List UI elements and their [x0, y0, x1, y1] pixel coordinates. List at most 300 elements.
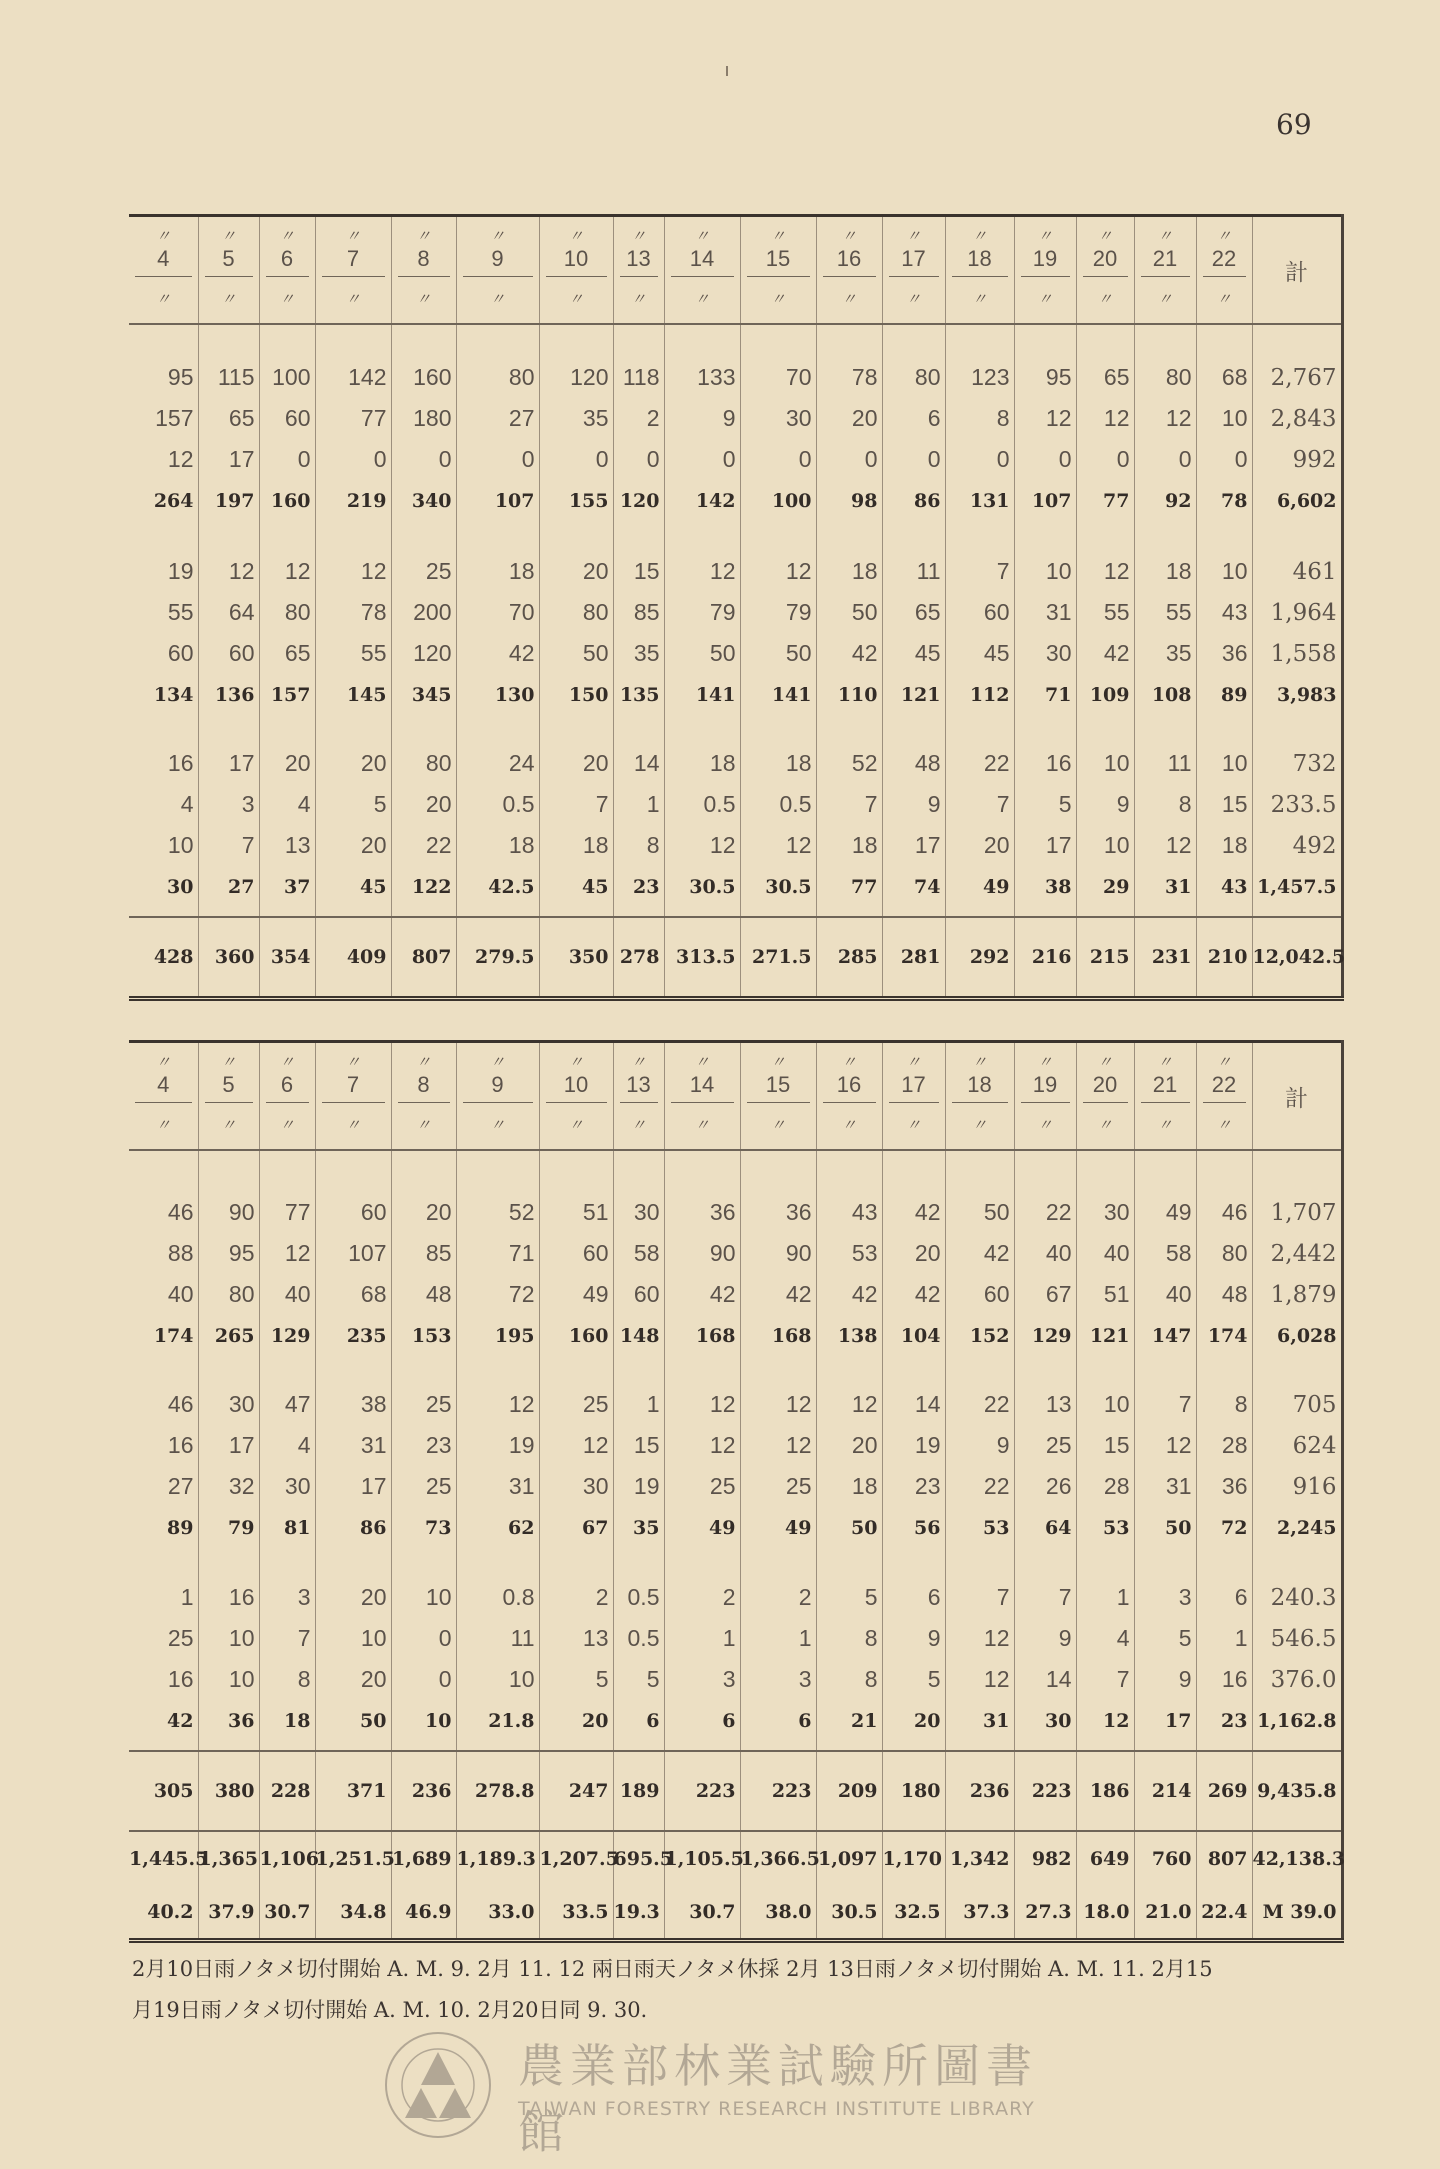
- data-cell: 247: [539, 1751, 613, 1831]
- data-cell: 32: [198, 1466, 259, 1507]
- data-cell: 236: [945, 1751, 1014, 1831]
- data-cell: 18: [456, 551, 539, 592]
- ditto-mark: 〃: [971, 228, 987, 245]
- column-header-ditto: [1014, 277, 1076, 324]
- data-cell: 133: [664, 357, 740, 398]
- data-cell: 7: [539, 784, 613, 825]
- row-total-cell: 732: [1252, 743, 1342, 784]
- row-total-cell: 546.5: [1252, 1618, 1342, 1659]
- day-number: 22: [1203, 1070, 1246, 1103]
- data-cell: 292: [945, 917, 1014, 999]
- data-cell: 12: [167, 446, 194, 472]
- column-header-ditto: [945, 1103, 1014, 1150]
- data-cell: 46: [167, 1391, 194, 1417]
- average-row: [129, 1885, 1342, 1941]
- data-cell: 1: [1076, 1577, 1134, 1618]
- library-watermark: [373, 2030, 1073, 2159]
- data-cell: 12: [740, 825, 816, 866]
- data-cell: 145: [315, 674, 391, 715]
- data-cell: 360: [198, 917, 259, 999]
- data-cell: 20: [315, 1577, 391, 1618]
- data-cell: 228: [259, 1751, 315, 1831]
- column-header-ditto: [391, 277, 456, 324]
- data-cell: 0: [539, 439, 613, 480]
- data-cell: 36: [1196, 1466, 1252, 1507]
- data-cell: 264: [153, 489, 194, 512]
- column-header-day: [1134, 1042, 1196, 1104]
- data-cell: 37: [259, 866, 315, 907]
- column-header-ditto: [539, 1103, 613, 1150]
- column-header-day: [1076, 1042, 1134, 1104]
- day-number: 17: [889, 1070, 939, 1103]
- data-cell: 180: [882, 1751, 945, 1831]
- ditto-mark: 〃: [1216, 228, 1232, 245]
- ditto-mark: 〃: [568, 228, 584, 245]
- data-cell: 60: [315, 1192, 391, 1233]
- day-number: 5: [205, 244, 253, 277]
- row-total-cell: 624: [1252, 1425, 1342, 1466]
- data-cell: 195: [456, 1315, 539, 1356]
- day-number: 16: [823, 1070, 876, 1103]
- data-cell: 16: [1196, 1659, 1252, 1700]
- subtotal-row: [129, 1700, 1342, 1741]
- data-cell: 58: [1134, 1233, 1196, 1274]
- day-number: 15: [747, 244, 810, 277]
- data-cell: 0: [1014, 439, 1076, 480]
- data-cell: 25: [391, 551, 456, 592]
- data-cell: 89: [1196, 674, 1252, 715]
- data-cell: 15: [613, 551, 664, 592]
- data-row: [129, 1233, 1342, 1274]
- data-cell: 60: [945, 592, 1014, 633]
- column-header-ditto: [198, 277, 259, 324]
- column-header-ditto: [882, 277, 945, 324]
- data-cell: 10: [456, 1659, 539, 1700]
- data-cell: 10: [1076, 1384, 1134, 1425]
- data-cell: 45: [539, 866, 613, 907]
- data-cell: 13: [539, 1618, 613, 1659]
- ditto-mark: 〃: [279, 291, 295, 308]
- data-cell: 22: [945, 1384, 1014, 1425]
- data-cell: 695.5: [613, 1831, 664, 1885]
- day-number: 22: [1203, 244, 1246, 277]
- data-cell: 305: [129, 1751, 198, 1831]
- ditto-mark: 〃: [1216, 291, 1232, 308]
- data-cell: 10: [1196, 551, 1252, 592]
- data-cell: 48: [391, 1274, 456, 1315]
- day-number: 6: [266, 244, 309, 277]
- data-cell: 7: [1014, 1577, 1076, 1618]
- data-cell: 160: [259, 480, 315, 521]
- ditto-mark: 〃: [905, 228, 921, 245]
- data-cell: 7: [1076, 1659, 1134, 1700]
- data-cell: 120: [539, 357, 613, 398]
- data-cell: 12: [539, 1425, 613, 1466]
- data-cell: 27: [456, 398, 539, 439]
- data-cell: 130: [456, 674, 539, 715]
- data-cell: 131: [945, 480, 1014, 521]
- day-number: 14: [671, 244, 734, 277]
- data-cell: 80: [539, 592, 613, 633]
- row-total-cell: 1,964: [1252, 592, 1342, 633]
- ditto-mark: 〃: [770, 228, 786, 245]
- data-cell: 1,342: [945, 1831, 1014, 1885]
- data-cell: 18: [816, 1466, 882, 1507]
- data-cell: 40: [259, 1274, 315, 1315]
- tapping-yield-table-upper: [129, 214, 1344, 1001]
- ditto-mark: 〃: [1157, 1117, 1173, 1134]
- data-cell: 11: [456, 1618, 539, 1659]
- data-cell: 40.2: [129, 1885, 198, 1941]
- data-cell: 7: [259, 1618, 315, 1659]
- data-cell: 30: [539, 1466, 613, 1507]
- column-header-day: [198, 1042, 259, 1104]
- data-cell: 49: [664, 1507, 740, 1548]
- data-cell: 123: [945, 357, 1014, 398]
- data-cell: 21.0: [1134, 1885, 1196, 1941]
- data-cell: 17: [198, 743, 259, 784]
- data-cell: 49: [740, 1507, 816, 1548]
- data-cell: 35: [1134, 633, 1196, 674]
- ditto-mark: 〃: [694, 291, 710, 308]
- subtotal-row: [129, 674, 1342, 715]
- library-name-chinese: 農業部林業試驗所圖書館: [518, 2039, 1038, 2159]
- data-cell: 50: [740, 633, 816, 674]
- data-cell: 1: [180, 1584, 194, 1610]
- data-cell: 51: [1076, 1274, 1134, 1315]
- data-cell: 152: [945, 1315, 1014, 1356]
- ditto-mark: 〃: [1037, 1117, 1053, 1134]
- data-cell: 46: [167, 1199, 194, 1225]
- data-row: [129, 1659, 1342, 1700]
- ditto-mark: 〃: [220, 291, 236, 308]
- data-cell: 70: [456, 592, 539, 633]
- data-cell: 10: [167, 832, 194, 858]
- data-cell: 21: [816, 1700, 882, 1741]
- data-cell: 17: [315, 1466, 391, 1507]
- data-cell: 118: [613, 357, 664, 398]
- data-cell: 19: [167, 558, 194, 584]
- data-cell: 12: [664, 551, 740, 592]
- column-header-ditto: [259, 277, 315, 324]
- data-cell: 31: [1134, 866, 1196, 907]
- data-cell: 77: [816, 866, 882, 907]
- data-cell: 265: [198, 1315, 259, 1356]
- data-cell: 38: [315, 1384, 391, 1425]
- header-row-days: [129, 216, 1342, 278]
- data-cell: 197: [198, 480, 259, 521]
- data-cell: 8: [945, 398, 1014, 439]
- data-cell: 10: [1076, 825, 1134, 866]
- day-number: 20: [1083, 1070, 1128, 1103]
- data-cell: 71: [456, 1233, 539, 1274]
- data-cell: 45: [315, 866, 391, 907]
- data-row: [129, 825, 1342, 866]
- data-cell: 46.9: [391, 1885, 456, 1941]
- data-cell: 8: [259, 1659, 315, 1700]
- data-cell: 1: [613, 1384, 664, 1425]
- data-cell: 155: [539, 480, 613, 521]
- data-cell: 153: [391, 1315, 456, 1356]
- row-total-cell: M 39.0: [1252, 1885, 1342, 1941]
- data-cell: 1,106: [259, 1831, 315, 1885]
- data-cell: 18: [1196, 825, 1252, 866]
- column-header-day: [129, 1042, 198, 1104]
- library-name-english: TAIWAN FORESTRY RESEARCH INSTITUTE LIBRARY: [518, 2098, 1035, 2120]
- data-cell: 9: [882, 784, 945, 825]
- data-cell: 2: [664, 1577, 740, 1618]
- ditto-mark: 〃: [1097, 1054, 1113, 1071]
- data-cell: 200: [391, 592, 456, 633]
- data-cell: 12: [664, 825, 740, 866]
- row-total-cell: 1,707: [1252, 1192, 1342, 1233]
- data-cell: 115: [198, 357, 259, 398]
- data-cell: 30: [1076, 1192, 1134, 1233]
- data-cell: 46: [1196, 1192, 1252, 1233]
- data-cell: 340: [391, 480, 456, 521]
- spacer-row: [129, 1741, 1342, 1751]
- data-cell: 23: [882, 1466, 945, 1507]
- day-number: 8: [398, 244, 450, 277]
- day-number: 19: [1021, 244, 1070, 277]
- data-cell: 40: [167, 1281, 194, 1307]
- data-cell: 223: [664, 1751, 740, 1831]
- data-cell: 27.3: [1014, 1885, 1076, 1941]
- column-header-day: [740, 1042, 816, 1104]
- data-cell: 16: [167, 1432, 194, 1458]
- data-cell: 48: [882, 743, 945, 784]
- data-row: [129, 1466, 1342, 1507]
- data-cell: 37.3: [945, 1885, 1014, 1941]
- data-cell: 12: [1134, 825, 1196, 866]
- data-cell: 35: [613, 633, 664, 674]
- data-cell: 42: [816, 633, 882, 674]
- data-cell: 0: [945, 439, 1014, 480]
- ditto-mark: 〃: [971, 291, 987, 308]
- data-cell: 23: [1196, 1700, 1252, 1741]
- data-cell: 14: [613, 743, 664, 784]
- row-total-cell: 2,245: [1252, 1507, 1342, 1548]
- day-number: 21: [1141, 244, 1190, 277]
- data-cell: 1,365: [198, 1831, 259, 1885]
- column-header-day: [456, 1042, 539, 1104]
- data-cell: 55: [1076, 592, 1134, 633]
- row-total-cell: 1,162.8: [1252, 1700, 1342, 1741]
- data-cell: 60: [259, 398, 315, 439]
- data-cell: 122: [391, 866, 456, 907]
- row-total-cell: 1,558: [1252, 633, 1342, 674]
- data-cell: 22: [1014, 1192, 1076, 1233]
- day-number: 17: [889, 244, 939, 277]
- data-cell: 12: [945, 1618, 1014, 1659]
- data-cell: 49: [539, 1274, 613, 1315]
- data-cell: 52: [816, 743, 882, 784]
- subtotal-row: [129, 1315, 1342, 1356]
- data-cell: 107: [456, 480, 539, 521]
- data-cell: 20: [391, 1192, 456, 1233]
- data-cell: 30.5: [816, 1885, 882, 1941]
- data-cell: 9: [1134, 1659, 1196, 1700]
- data-cell: 5: [882, 1659, 945, 1700]
- data-cell: 271.5: [740, 917, 816, 999]
- data-cell: 278.8: [456, 1751, 539, 1831]
- day-number: 4: [135, 1070, 192, 1103]
- data-cell: 79: [664, 592, 740, 633]
- data-cell: 210: [1196, 917, 1252, 999]
- data-cell: 73: [391, 1507, 456, 1548]
- data-cell: 53: [816, 1233, 882, 1274]
- data-cell: 25: [391, 1384, 456, 1425]
- ditto-mark: 〃: [841, 1054, 857, 1071]
- ditto-mark: 〃: [345, 291, 361, 308]
- data-cell: 428: [129, 917, 198, 999]
- data-cell: 42: [945, 1233, 1014, 1274]
- day-number: 6: [266, 1070, 309, 1103]
- column-header-day: [539, 216, 613, 278]
- data-cell: 209: [816, 1751, 882, 1831]
- column-header-day: [945, 1042, 1014, 1104]
- data-cell: 216: [1014, 917, 1076, 999]
- data-cell: 14: [882, 1384, 945, 1425]
- data-cell: 42: [882, 1274, 945, 1315]
- data-cell: 80: [198, 1274, 259, 1315]
- data-cell: 19: [456, 1425, 539, 1466]
- data-cell: 42: [882, 1192, 945, 1233]
- data-cell: 50: [664, 633, 740, 674]
- ditto-mark: 〃: [841, 291, 857, 308]
- data-cell: 120: [613, 480, 664, 521]
- data-cell: 1,207.5: [539, 1831, 613, 1885]
- data-cell: 25: [539, 1384, 613, 1425]
- data-cell: 2: [539, 1577, 613, 1618]
- data-cell: 121: [1076, 1315, 1134, 1356]
- data-row: [129, 1425, 1342, 1466]
- column-header-ditto: [664, 277, 740, 324]
- ditto-mark: 〃: [1157, 1054, 1173, 1071]
- data-cell: 6: [882, 1577, 945, 1618]
- footnote-line-1: 2月10日雨ノタメ切付開始 A. M. 9. 2月 11. 12 兩日雨天ノタメ休採 2月 13日雨ノタメ切付開始 A. M. 11. 2月15: [132, 1957, 1213, 1981]
- data-cell: 72: [456, 1274, 539, 1315]
- data-cell: 7: [816, 784, 882, 825]
- row-total-cell: 705: [1252, 1384, 1342, 1425]
- data-cell: 0: [1134, 439, 1196, 480]
- data-cell: 20: [315, 825, 391, 866]
- data-cell: 47: [259, 1384, 315, 1425]
- data-cell: 50: [945, 1192, 1014, 1233]
- data-cell: 6: [613, 1700, 664, 1741]
- data-cell: 8: [613, 825, 664, 866]
- data-cell: 0: [740, 439, 816, 480]
- ditto-mark: 〃: [971, 1054, 987, 1071]
- day-number: 19: [1021, 1070, 1070, 1103]
- ditto-mark: 〃: [694, 1117, 710, 1134]
- data-cell: 100: [740, 480, 816, 521]
- ditto-mark: 〃: [630, 1054, 646, 1071]
- spacer-row: [129, 521, 1342, 551]
- data-cell: 17: [1134, 1700, 1196, 1741]
- data-cell: 174: [1196, 1315, 1252, 1356]
- data-cell: 129: [1014, 1315, 1076, 1356]
- data-cell: 67: [1014, 1274, 1076, 1315]
- data-row: [129, 1384, 1342, 1425]
- data-cell: 9: [1014, 1618, 1076, 1659]
- day-number: 4: [135, 244, 192, 277]
- data-cell: 53: [1076, 1507, 1134, 1548]
- data-cell: 121: [882, 674, 945, 715]
- data-cell: 78: [315, 592, 391, 633]
- column-header-day: [664, 216, 740, 278]
- data-cell: 36: [1196, 633, 1252, 674]
- data-cell: 0: [259, 439, 315, 480]
- row-total-cell: 9,435.8: [1252, 1751, 1342, 1831]
- data-cell: 345: [391, 674, 456, 715]
- data-cell: 43: [1196, 866, 1252, 907]
- data-cell: 649: [1076, 1831, 1134, 1885]
- day-number: 18: [952, 244, 1008, 277]
- data-cell: 107: [315, 1233, 391, 1274]
- data-cell: 109: [1076, 674, 1134, 715]
- data-cell: 72: [1196, 1507, 1252, 1548]
- data-cell: 15: [1076, 1425, 1134, 1466]
- ditto-mark: 〃: [770, 1117, 786, 1134]
- ditto-mark: 〃: [1037, 228, 1053, 245]
- data-cell: 350: [539, 917, 613, 999]
- ditto-mark: 〃: [155, 291, 171, 308]
- data-cell: 223: [740, 1751, 816, 1831]
- data-cell: 40: [1076, 1233, 1134, 1274]
- data-cell: 982: [1014, 1831, 1076, 1885]
- data-cell: 0.5: [740, 784, 816, 825]
- ditto-mark: 〃: [1216, 1054, 1232, 1071]
- data-cell: 49: [1134, 1192, 1196, 1233]
- column-header-ditto: [315, 1103, 391, 1150]
- data-cell: 107: [1014, 480, 1076, 521]
- data-cell: 12: [1076, 551, 1134, 592]
- data-cell: 16: [198, 1577, 259, 1618]
- data-cell: 136: [198, 674, 259, 715]
- data-cell: 65: [259, 633, 315, 674]
- data-cell: 65: [1076, 357, 1134, 398]
- data-cell: 30: [1014, 1700, 1076, 1741]
- data-cell: 134: [153, 683, 194, 706]
- data-cell: 35: [613, 1507, 664, 1548]
- column-header-ditto: [198, 1103, 259, 1150]
- data-cell: 35: [539, 398, 613, 439]
- column-header-day: [613, 216, 664, 278]
- data-cell: 141: [664, 674, 740, 715]
- ditto-mark: 〃: [905, 1054, 921, 1071]
- data-cell: 219: [315, 480, 391, 521]
- data-cell: 18: [740, 743, 816, 784]
- data-cell: 0: [613, 439, 664, 480]
- row-total-cell: 461: [1252, 551, 1342, 592]
- data-cell: 20: [315, 1659, 391, 1700]
- data-cell: 30: [740, 398, 816, 439]
- data-cell: 5: [539, 1659, 613, 1700]
- data-cell: 1: [1196, 1618, 1252, 1659]
- row-total-cell: 916: [1252, 1466, 1342, 1507]
- data-cell: 31: [945, 1700, 1014, 1741]
- spacer-row: [129, 1548, 1342, 1577]
- column-header-day: [882, 1042, 945, 1104]
- data-cell: 20: [259, 743, 315, 784]
- data-cell: 12: [816, 1384, 882, 1425]
- data-cell: 6: [740, 1700, 816, 1741]
- column-header-total: 計: [1252, 1042, 1342, 1151]
- ditto-mark: 〃: [489, 291, 505, 308]
- ditto-mark: 〃: [155, 1054, 171, 1071]
- data-cell: 7: [945, 784, 1014, 825]
